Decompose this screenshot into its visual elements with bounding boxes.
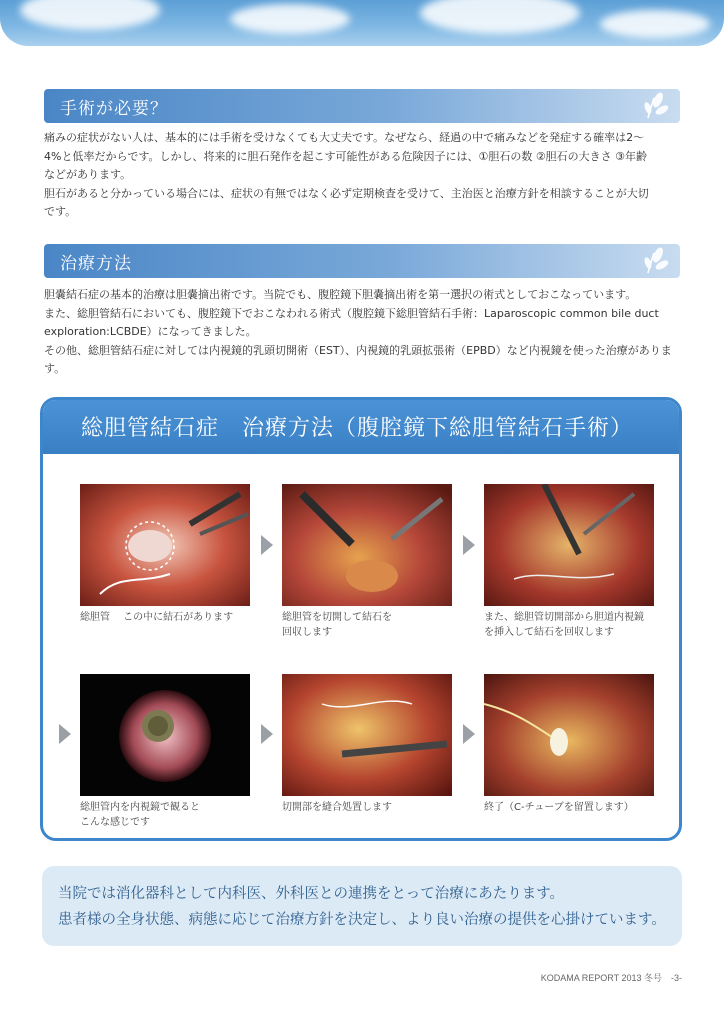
caption-line: を挿入して結石を回収します <box>484 627 614 638</box>
surgery-photo-incision <box>282 484 452 606</box>
leaf-icon <box>640 247 670 275</box>
step-caption <box>80 610 260 625</box>
procedure-title: 総胆管結石症 治療方法（腹腔鏡下総胆管結石手術） <box>81 416 634 441</box>
paragraph-line: などがあります。 <box>44 168 132 181</box>
section-title: 手術が必要？ <box>60 99 168 119</box>
paragraph-line: exploration:LCBDE）になってきました。 <box>44 325 257 338</box>
section-title: 治療方法 <box>60 254 132 274</box>
arrow-right-icon <box>463 535 475 555</box>
step-caption <box>80 800 260 830</box>
caption-line: 総胆管を切開して結石を <box>282 612 392 623</box>
section-surgery-body <box>44 129 684 222</box>
step-caption <box>282 800 462 815</box>
surgery-photo-endoscope-view <box>80 674 250 796</box>
closing-line: 患者様の全身状態、病態に応じて治療方針を決定し、より良い治療の提供を心掛けています。 <box>58 912 666 928</box>
procedure-panel <box>40 397 682 841</box>
paragraph-line: その他、総胆管結石症に対しては内視鏡的乳頭切開術（EST）、内視鏡的乳頭拡張術（EPBD）など内視鏡を使った治療があります。 <box>44 343 672 375</box>
surgery-photo-c-tube <box>484 674 654 796</box>
step-caption <box>484 800 664 815</box>
arrow-right-icon <box>59 724 71 744</box>
sky-header-banner <box>0 0 724 46</box>
leaf-icon <box>640 92 670 120</box>
caption-line: 切開部を縫合処置します <box>282 802 392 813</box>
arrow-right-icon <box>463 724 475 744</box>
caption-line: 回収します <box>282 627 332 638</box>
procedure-header <box>43 400 679 454</box>
paragraph-line: です。 <box>44 205 77 218</box>
paragraph-line: 胆嚢結石症の基本的治療は胆嚢摘出術です。当院でも、腹腔鏡下胆嚢摘出術を第一選択の術式としておこなっています。 <box>44 288 637 301</box>
surgery-photo-choledochoscope <box>484 484 654 606</box>
paragraph-line: 痛みの症状がない人は、基本的には手術を受けなくても大丈夫です。なぜなら、経過の中で痛みなどを発症する確率は2〜 <box>44 131 645 144</box>
caption-line: 総胆管 この中に結石があります <box>80 612 234 623</box>
paragraph-line: 胆石があると分かっている場合には、症状の有無ではなく必ず定期検査を受けて、主治医と治療方針を相談することが大切 <box>44 186 649 200</box>
paragraph-line: また、総胆管結石においても、腹腔鏡下でおこなわれる術式（腹腔鏡下総胆管結石手術：Laparoscopic common bile duct <box>44 306 659 320</box>
caption-line: 総胆管内を内視鏡で観ると <box>80 802 200 813</box>
caption-line: こんな感じです <box>80 817 150 828</box>
surgery-photo-common-bile-duct <box>80 484 250 606</box>
closing-line: 当院では消化器科として内科医、外科医との連携をとって治療にあたります。 <box>58 886 565 902</box>
caption-line: また、総胆管切開部から胆道内視鏡 <box>484 612 644 623</box>
section-header-treatment <box>44 244 680 278</box>
arrow-right-icon <box>261 535 273 555</box>
page-footer: KODAMA REPORT 2013 冬号 -3- <box>540 973 682 983</box>
arrow-right-icon <box>261 724 273 744</box>
section-treatment-body <box>44 286 684 379</box>
section-header-surgery <box>44 89 680 123</box>
surgery-photo-suturing <box>282 674 452 796</box>
paragraph-line: 4%と低率だからです。しかし、将来的に胆石発作を起こす可能性がある危険因子には、①胆石の数 ②胆石の大きさ ③年齢 <box>44 149 648 163</box>
step-caption <box>282 610 462 640</box>
closing-message-box <box>42 866 682 946</box>
caption-line: 終了（C-チューブを留置します） <box>484 802 634 813</box>
step-caption <box>484 610 664 640</box>
